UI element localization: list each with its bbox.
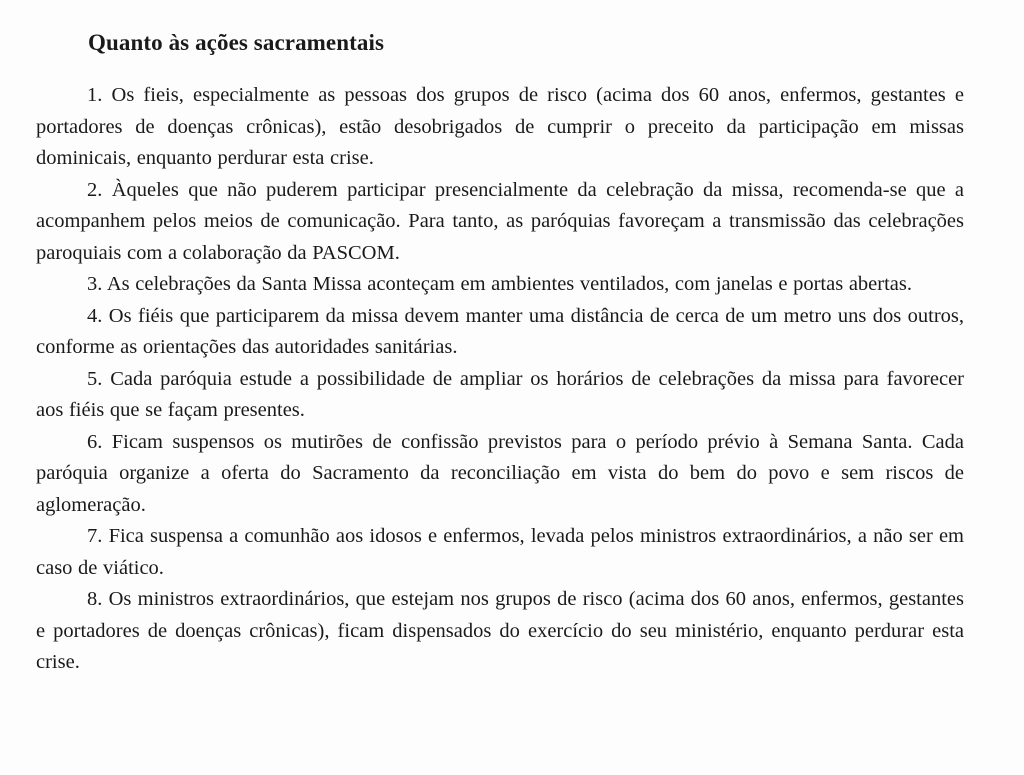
item-number: 1.	[87, 84, 103, 106]
item-text: Os fieis, especialmente as pessoas dos grupos de risco (acima dos 60 anos, enfermos, gestantes e portadores de doenças crônicas), estão desobrigados de cumprir o preceito da participação em missas dominicais, enquanto perdurar esta crise.	[36, 84, 965, 169]
list-item	[36, 584, 964, 679]
item-number: 6.	[87, 430, 103, 453]
item-number: 3.	[87, 273, 103, 295]
list-item	[36, 175, 964, 270]
list-item	[36, 521, 964, 584]
item-text: Àqueles que não puderem participar presencialmente da celebração da missa, recomenda-se que a acompanhem pelos meios de comunicação. Para tanto, as paróquias favoreçam a transmissão das celebrações paroquiais com a colaboração da PASCOM.	[36, 178, 965, 264]
item-number: 7.	[87, 525, 103, 547]
item-number: 5.	[87, 367, 103, 390]
item-number: 2.	[87, 178, 103, 201]
list-item	[36, 427, 964, 522]
item-text: Ficam suspensos os mutirões de confissão previstos para o período prévio à Semana Santa. Cada paróquia organize a oferta do Sacramento da reconciliação em vista do bem do povo e sem riscos de aglomeração.	[36, 430, 964, 516]
item-text: Cada paróquia estude a possibilidade de ampliar os horários de celebrações da missa para favorecer aos fiéis que se façam presentes.	[36, 367, 965, 421]
item-text: Fica suspensa a comunhão aos idosos e enfermos, levada pelos ministros extraordinários, a não ser em caso de viático.	[36, 525, 965, 579]
list-item	[36, 80, 964, 175]
item-number: 8.	[87, 588, 103, 610]
item-text: As celebrações da Santa Missa aconteçam em ambientes ventilados, com janelas e portas abertas.	[106, 273, 913, 295]
list-item	[36, 269, 964, 301]
item-number: 4.	[87, 304, 103, 327]
section-heading: Quanto às ações sacramentais	[88, 30, 385, 55]
item-text: Os ministros extraordinários, que estejam nos grupos de risco (acima dos 60 anos, enfermos, gestantes e portadores de doenças crônicas), ficam dispensados do exercício do seu ministério, enquanto perdurar esta crise.	[36, 588, 964, 673]
item-text: Os fiéis que participarem da missa devem manter uma distância de cerca de um metro uns dos outros, conforme as orientações das autoridades sanitárias.	[36, 304, 965, 358]
list-item	[36, 364, 964, 427]
list-item	[36, 301, 964, 364]
numbered-list	[36, 80, 964, 679]
